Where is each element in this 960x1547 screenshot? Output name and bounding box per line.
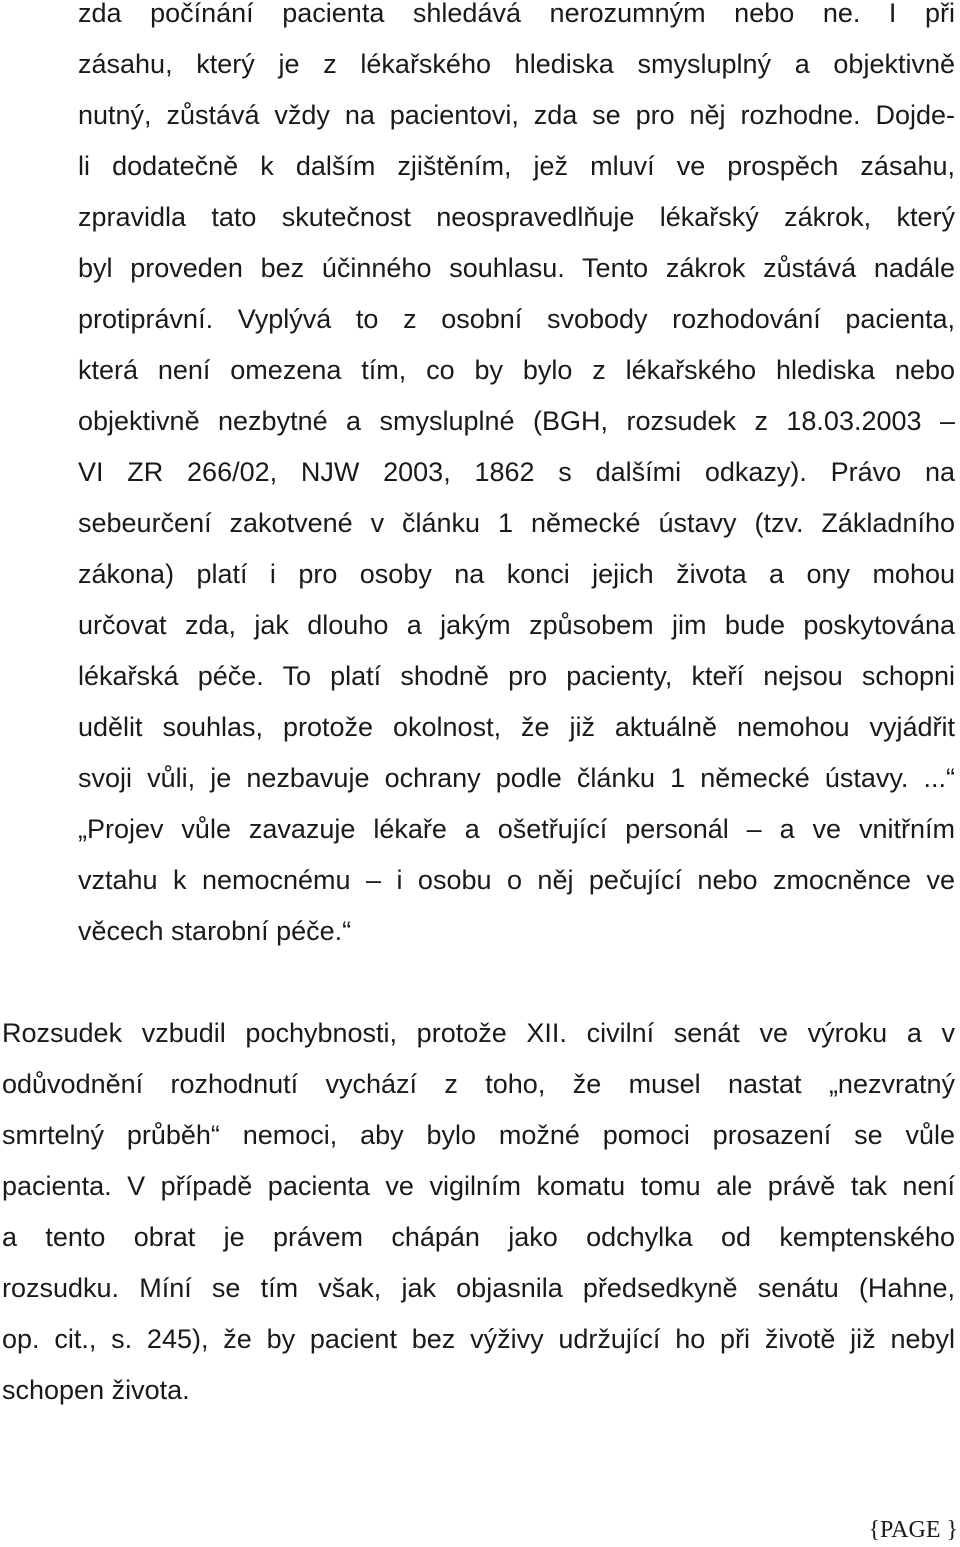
body-line: rozsudku. Míní se tím však, jak objasnila předsedkyně senátu (Hahne,: [2, 1273, 955, 1303]
quote-line: lékařská péče. To platí shodně pro pacienty, kteří nejsou schopni: [78, 661, 955, 691]
body-line: smrtelný průběh“ nemoci, aby bylo možné pomoci prosazení se vůle: [2, 1120, 955, 1150]
quote-line: objektivně nezbytné a smysluplné (BGH, rozsudek z 18.03.2003 –: [78, 406, 955, 436]
quote-line: protiprávní. Vyplývá to z osobní svobody rozhodování pacienta,: [78, 304, 955, 334]
body-line: schopen života.: [2, 1375, 190, 1405]
quote-line: zásahu, který je z lékařského hlediska smysluplný a objektivně: [78, 49, 955, 79]
body-line: pacienta. V případě pacienta ve vigilním komatu tomu ale právě tak není: [2, 1171, 955, 1201]
quote-line: nutný, zůstává vždy na pacientovi, zda se pro něj rozhodne. Dojde-: [78, 100, 955, 130]
quote-line: sebeurčení zakotvené v článku 1 německé ústavy (tzv. Základního: [78, 508, 955, 538]
quote-line: byl proveden bez účinného souhlasu. Tento zákrok zůstává nadále: [78, 253, 955, 283]
quote-line: vztahu k nemocnému – i osobu o něj pečující nebo zmocněnce ve: [78, 865, 955, 895]
quote-line: zda počínání pacienta shledává nerozumným nebo ne. I při: [78, 0, 955, 28]
quote-line: svoji vůli, je nezbavuje ochrany podle článku 1 německé ústavy. ...“: [78, 763, 955, 793]
body-line: a tento obrat je právem chápán jako odchylka od kemptenského: [2, 1222, 955, 1252]
page-number-field: {PAGE }: [868, 1517, 958, 1543]
quote-line: li dodatečně k dalším zjištěním, jež mluví ve prospěch zásahu,: [78, 151, 955, 181]
body-line: op. cit., s. 245), že by pacient bez výživy udržující ho při životě již nebyl: [2, 1324, 955, 1354]
quote-line: zpravidla tato skutečnost neospravedlňuje lékařský zákrok, který: [78, 202, 955, 232]
quote-line: věcech starobní péče.“: [78, 916, 352, 946]
body-line: odůvodnění rozhodnutí vychází z toho, že musel nastat „nezvratný: [2, 1069, 955, 1099]
quote-line: „Projev vůle zavazuje lékaře a ošetřující personál – a ve vnitřním: [78, 814, 955, 844]
quote-line: která není omezena tím, co by bylo z lékařského hlediska nebo: [78, 355, 955, 385]
quote-line: VI ZR 266/02, NJW 2003, 1862 s dalšími odkazy). Právo na: [78, 457, 955, 487]
body-line: Rozsudek vzbudil pochybnosti, protože XII. civilní senát ve výroku a v: [2, 1018, 955, 1048]
quote-line: určovat zda, jak dlouho a jakým způsobem jim bude poskytována: [78, 610, 955, 640]
quote-line: udělit souhlas, protože okolnost, že již aktuálně nemohou vyjádřit: [78, 712, 955, 742]
quote-line: zákona) platí i pro osoby na konci jejich života a ony mohou: [78, 559, 955, 589]
